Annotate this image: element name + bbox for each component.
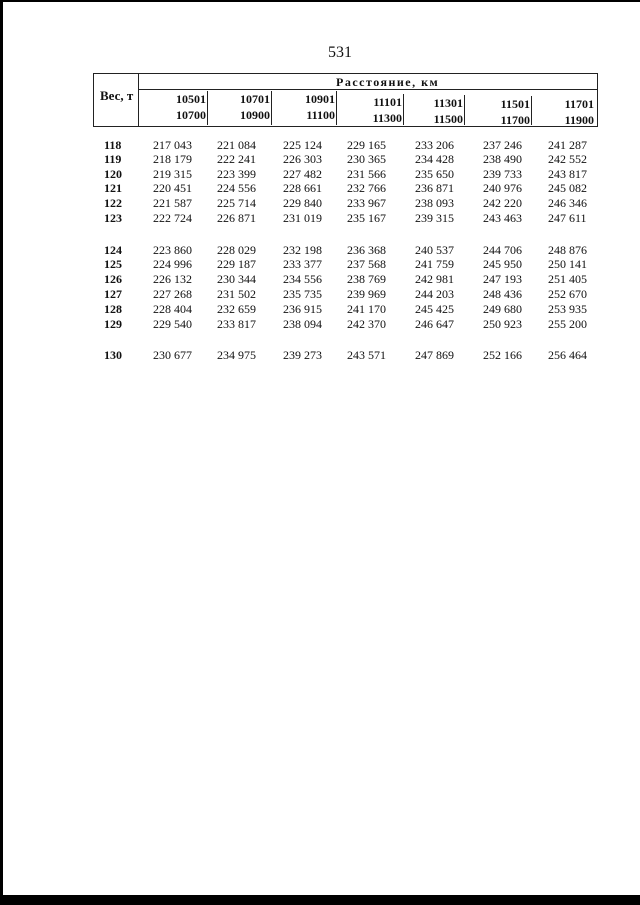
value-cell: 218 179 — [153, 152, 192, 166]
weight-cell: 127 — [104, 287, 122, 301]
distance-range-header — [210, 91, 270, 123]
value-cell: 252 166 — [483, 348, 522, 362]
weight-cell: 122 — [104, 196, 122, 210]
range-to: 11700 — [500, 113, 530, 127]
range-divider — [531, 96, 532, 125]
value-cell: 234 556 — [283, 272, 322, 286]
value-cell: 222 241 — [217, 152, 256, 166]
value-cell: 245 082 — [548, 181, 587, 195]
value-cell: 222 724 — [153, 211, 192, 225]
distance-range-header — [342, 94, 402, 126]
value-cell: 241 170 — [347, 302, 386, 316]
value-cell: 235 735 — [283, 287, 322, 301]
value-cell: 241 287 — [548, 138, 587, 152]
value-cell: 230 365 — [347, 152, 386, 166]
value-cell: 242 981 — [415, 272, 454, 286]
range-to: 11300 — [372, 111, 402, 125]
scan-border-top — [0, 0, 640, 2]
value-cell: 252 670 — [548, 287, 587, 301]
value-cell: 230 344 — [217, 272, 256, 286]
value-cell: 248 876 — [548, 243, 587, 257]
distance-range-header — [470, 96, 530, 128]
value-cell: 231 019 — [283, 211, 322, 225]
weight-cell: 125 — [104, 257, 122, 271]
value-cell: 232 766 — [347, 181, 386, 195]
value-cell: 224 996 — [153, 257, 192, 271]
table-row — [93, 167, 596, 182]
value-cell: 234 428 — [415, 152, 454, 166]
value-cell: 250 141 — [548, 257, 587, 271]
distance-range-header — [275, 91, 335, 123]
value-cell: 250 923 — [483, 317, 522, 331]
value-cell: 235 650 — [415, 167, 454, 181]
value-cell: 226 303 — [283, 152, 322, 166]
value-cell: 245 950 — [483, 257, 522, 271]
range-from: 11301 — [433, 96, 463, 110]
weight-cell: 120 — [104, 167, 122, 181]
value-cell: 229 165 — [347, 138, 386, 152]
value-cell: 243 463 — [483, 211, 522, 225]
range-divider — [207, 91, 208, 125]
scan-border-bottom — [0, 895, 640, 905]
value-cell: 238 769 — [347, 272, 386, 286]
table-row — [93, 243, 596, 258]
weight-cell: 121 — [104, 181, 122, 195]
value-cell: 223 399 — [217, 167, 256, 181]
value-cell: 239 969 — [347, 287, 386, 301]
table-row — [93, 287, 596, 302]
table-row — [93, 181, 596, 196]
value-cell: 229 540 — [153, 317, 192, 331]
table-header — [93, 73, 598, 127]
value-cell: 253 935 — [548, 302, 587, 316]
value-cell: 238 094 — [283, 317, 322, 331]
value-cell: 236 368 — [347, 243, 386, 257]
value-cell: 226 871 — [217, 211, 256, 225]
value-cell: 248 436 — [483, 287, 522, 301]
value-cell: 239 733 — [483, 167, 522, 181]
table-row — [93, 138, 596, 153]
value-cell: 229 840 — [283, 196, 322, 210]
range-to: 10900 — [240, 108, 270, 122]
value-cell: 228 404 — [153, 302, 192, 316]
value-cell: 255 200 — [548, 317, 587, 331]
value-cell: 221 084 — [217, 138, 256, 152]
value-cell: 231 566 — [347, 167, 386, 181]
value-cell: 233 377 — [283, 257, 322, 271]
range-from: 10501 — [176, 92, 206, 106]
page-number: 531 — [328, 44, 352, 61]
weight-column-header: Вес, т — [100, 88, 134, 103]
value-cell: 229 187 — [217, 257, 256, 271]
value-cell: 244 203 — [415, 287, 454, 301]
value-cell: 234 975 — [217, 348, 256, 362]
value-cell: 242 370 — [347, 317, 386, 331]
value-cell: 227 268 — [153, 287, 192, 301]
range-from: 10901 — [305, 92, 335, 106]
distance-header: Расстояние, км — [336, 75, 440, 89]
value-cell: 256 464 — [548, 348, 587, 362]
value-cell: 242 220 — [483, 196, 522, 210]
value-cell: 246 346 — [548, 196, 587, 210]
range-from: 11701 — [564, 97, 594, 111]
value-cell: 240 537 — [415, 243, 454, 257]
value-cell: 247 869 — [415, 348, 454, 362]
distance-range-header — [403, 95, 463, 127]
value-cell: 228 029 — [217, 243, 256, 257]
table-row — [93, 211, 596, 226]
value-cell: 219 315 — [153, 167, 192, 181]
value-cell: 243 817 — [548, 167, 587, 181]
value-cell: 247 193 — [483, 272, 522, 286]
range-to: 11100 — [306, 108, 335, 122]
distance-range-header — [534, 96, 594, 128]
value-cell: 245 425 — [415, 302, 454, 316]
value-cell: 244 706 — [483, 243, 522, 257]
value-cell: 217 043 — [153, 138, 192, 152]
table-row — [93, 272, 596, 287]
distance-range-header — [146, 91, 206, 123]
range-from: 10701 — [240, 92, 270, 106]
value-cell: 220 451 — [153, 181, 192, 195]
range-to: 11500 — [433, 112, 463, 126]
value-cell: 233 817 — [217, 317, 256, 331]
range-from: 11101 — [373, 95, 402, 109]
weight-cell: 126 — [104, 272, 122, 286]
value-cell: 235 167 — [347, 211, 386, 225]
scan-border-left — [0, 0, 3, 905]
value-cell: 243 571 — [347, 348, 386, 362]
value-cell: 238 093 — [415, 196, 454, 210]
value-cell: 237 568 — [347, 257, 386, 271]
table-row — [93, 196, 596, 211]
weight-cell: 124 — [104, 243, 122, 257]
weight-cell: 129 — [104, 317, 122, 331]
value-cell: 241 759 — [415, 257, 454, 271]
table-row — [93, 257, 596, 272]
range-divider — [271, 91, 272, 125]
value-cell: 238 490 — [483, 152, 522, 166]
value-cell: 224 556 — [217, 181, 256, 195]
value-cell: 223 860 — [153, 243, 192, 257]
table-row — [93, 302, 596, 317]
value-cell: 226 132 — [153, 272, 192, 286]
weight-cell: 123 — [104, 211, 122, 225]
value-cell: 233 967 — [347, 196, 386, 210]
value-cell: 239 273 — [283, 348, 322, 362]
value-cell: 232 659 — [217, 302, 256, 316]
value-cell: 227 482 — [283, 167, 322, 181]
value-cell: 239 315 — [415, 211, 454, 225]
value-cell: 225 124 — [283, 138, 322, 152]
header-divider — [138, 74, 139, 126]
value-cell: 242 552 — [548, 152, 587, 166]
value-cell: 236 871 — [415, 181, 454, 195]
value-cell: 249 680 — [483, 302, 522, 316]
value-cell: 233 206 — [415, 138, 454, 152]
range-to: 10700 — [176, 108, 206, 122]
value-cell: 231 502 — [217, 287, 256, 301]
value-cell: 240 976 — [483, 181, 522, 195]
table-row — [93, 152, 596, 167]
weight-cell: 130 — [104, 348, 122, 362]
range-divider — [336, 91, 337, 125]
value-cell: 246 647 — [415, 317, 454, 331]
range-divider — [464, 95, 465, 125]
value-cell: 228 661 — [283, 181, 322, 195]
value-cell: 221 587 — [153, 196, 192, 210]
value-cell: 237 246 — [483, 138, 522, 152]
value-cell: 236 915 — [283, 302, 322, 316]
weight-cell: 128 — [104, 302, 122, 316]
table-row — [93, 348, 596, 363]
value-cell: 232 198 — [283, 243, 322, 257]
weight-cell: 119 — [104, 152, 122, 166]
weight-cell: 118 — [104, 138, 122, 152]
value-cell: 230 677 — [153, 348, 192, 362]
table-row — [93, 317, 596, 332]
value-cell: 225 714 — [217, 196, 256, 210]
range-to: 11900 — [564, 113, 594, 127]
value-cell: 247 611 — [548, 211, 587, 225]
value-cell: 251 405 — [548, 272, 587, 286]
range-from: 11501 — [500, 97, 530, 111]
